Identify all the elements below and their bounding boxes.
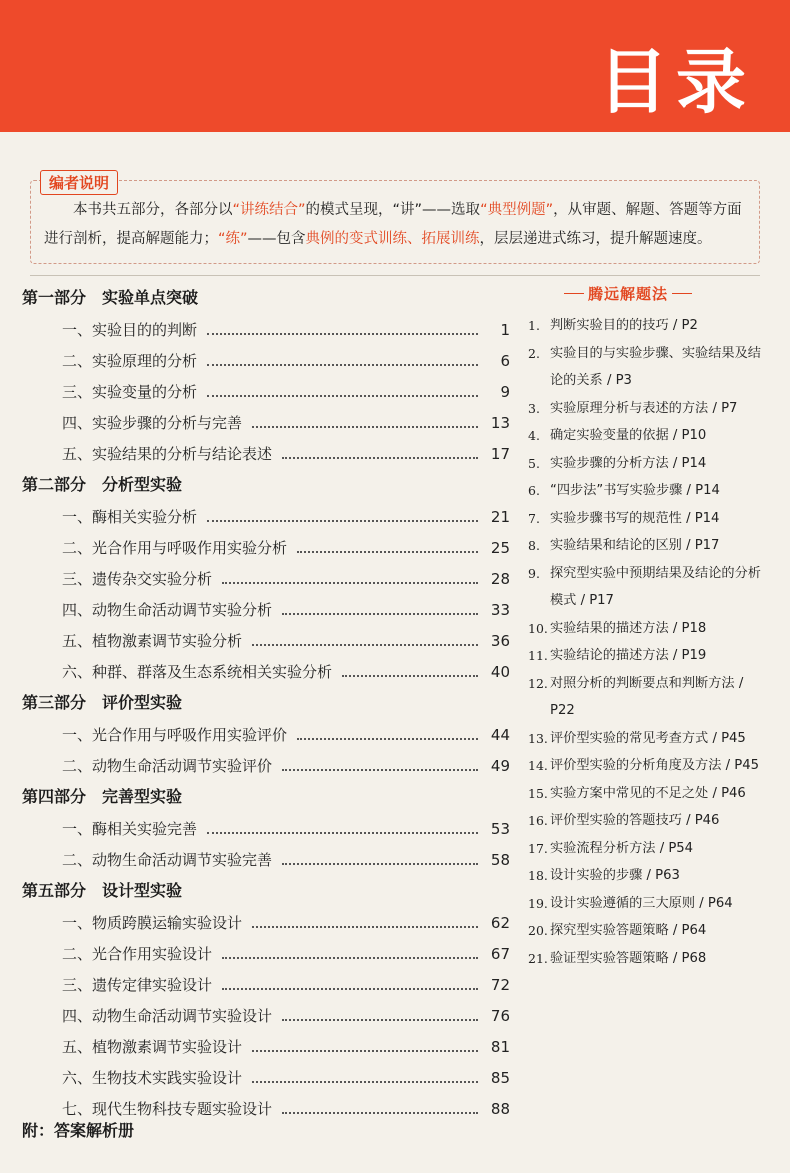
toc-entry[interactable] (22, 345, 510, 376)
highlight-text: “练” (218, 231, 248, 247)
toc-entry-label: 四、动物生命活动调节实验分析 (62, 601, 273, 619)
toc-entry-page: 67 (490, 944, 510, 963)
toc-entry-page: 85 (490, 1068, 510, 1087)
dot-leader (252, 644, 478, 646)
toc-entry-page: 72 (490, 975, 510, 994)
toc-entry[interactable] (22, 907, 510, 938)
method-item[interactable] (528, 862, 768, 890)
toc-entry-page: 81 (490, 1037, 510, 1056)
toc-entry-label: 五、植物激素调节实验分析 (62, 632, 243, 650)
method-text: 实验结果的描述方法 / P18 (550, 620, 707, 636)
method-text: “四步法”书写实验步骤 / P14 (550, 483, 720, 498)
method-number: 5. (528, 455, 540, 471)
toc-entry-label: 一、酶相关实验分析 (62, 508, 198, 526)
toc-entry-label: 一、酶相关实验完善 (62, 820, 198, 838)
toc-entry-page: 49 (490, 756, 510, 775)
part-title[interactable]: 第四部分 完善型实验 (22, 787, 183, 806)
method-number: 6. (528, 483, 540, 498)
toc-entry[interactable] (22, 719, 510, 750)
toc-entry[interactable] (22, 1000, 510, 1031)
toc-entry-page: 17 (490, 444, 510, 463)
appendix-label: 附：答案解析册 (22, 1121, 135, 1140)
method-number: 21. (528, 950, 548, 966)
toc-entry-label: 二、动物生命活动调节实验评价 (62, 757, 273, 775)
toc-entry-page: 40 (490, 662, 510, 681)
part-title[interactable]: 第二部分 分析型实验 (22, 475, 183, 494)
method-text: 评价型实验的分析角度及方法 / P45 (550, 758, 759, 773)
method-number: 19. (528, 895, 548, 911)
method-item[interactable] (528, 477, 768, 505)
method-text: 实验目的与实验步骤、实验结果及结论的关系 / P3 (550, 345, 761, 388)
toc-entry-label: 六、生物技术实践实验设计 (62, 1069, 243, 1087)
toc-entry[interactable] (22, 407, 510, 438)
method-item[interactable] (528, 945, 768, 973)
method-item[interactable] (528, 670, 768, 725)
method-number: 14. (528, 758, 548, 773)
toc-entry[interactable] (22, 501, 510, 532)
note-text: ，从审题、解题、答题等方面进行剖析，提高解题能力； (44, 202, 742, 247)
toc-entry[interactable] (22, 376, 510, 407)
method-item[interactable] (528, 505, 768, 533)
dot-leader (252, 426, 478, 428)
method-text: 设计实验的步骤 / P63 (550, 868, 680, 883)
method-number: 17. (528, 840, 548, 856)
method-number: 18. (528, 868, 548, 883)
methods-list (528, 312, 768, 972)
toc-entry[interactable] (22, 1062, 510, 1093)
method-item[interactable] (528, 807, 768, 835)
highlight-text: “典型例题” (480, 202, 554, 218)
method-text: 评价型实验的答题技巧 / P46 (550, 813, 720, 828)
toc-entry-page: 13 (490, 413, 510, 432)
toc-entry-label: 一、光合作用与呼吸作用实验评价 (62, 726, 288, 744)
method-text: 实验原理分析与表述的方法 / P7 (550, 400, 738, 416)
dot-leader (282, 1112, 478, 1114)
toc-entry-page: 33 (490, 600, 510, 619)
toc-entry-page: 62 (490, 913, 510, 932)
page-title: 目录 (598, 41, 754, 123)
method-number: 3. (528, 400, 540, 416)
methods-heading: 腾远解题法 (582, 283, 674, 304)
method-item[interactable] (528, 340, 768, 395)
dot-leader (222, 988, 478, 990)
toc-entry-page: 88 (490, 1099, 510, 1118)
dot-leader (282, 769, 478, 771)
toc-entry-page: 6 (500, 351, 510, 370)
method-text: 评价型实验的常见考查方式 / P45 (550, 730, 746, 746)
method-number: 10. (528, 620, 548, 636)
toc-entry[interactable] (22, 938, 510, 969)
toc-entry-label: 二、光合作用与呼吸作用实验分析 (62, 539, 288, 557)
method-text: 判断实验目的的技巧 / P2 (550, 318, 698, 333)
toc-entry[interactable] (22, 438, 510, 469)
dot-leader (282, 863, 478, 865)
editor-note-text (44, 196, 748, 254)
section-divider (30, 275, 760, 276)
editor-note-label: 编者说明 (40, 170, 118, 195)
method-number: 11. (528, 648, 548, 663)
toc-entry-page: 1 (500, 320, 510, 339)
method-item[interactable] (528, 615, 768, 643)
toc-entry-page: 28 (490, 569, 510, 588)
method-item[interactable] (528, 780, 768, 808)
part-title[interactable]: 第五部分 设计型实验 (22, 881, 183, 900)
method-text: 实验步骤书写的规范性 / P14 (550, 510, 720, 526)
toc-entry-page: 21 (490, 507, 510, 526)
toc-entry-label: 六、种群、群落及生态系统相关实验分析 (62, 663, 333, 681)
dot-leader (282, 457, 478, 459)
dot-leader (282, 613, 478, 615)
toc-entry[interactable] (22, 750, 510, 781)
dot-leader (342, 675, 478, 677)
toc-entry[interactable] (22, 532, 510, 563)
method-text: 探究型实验答题策略 / P64 (550, 923, 707, 938)
method-item[interactable] (528, 422, 768, 450)
method-text: 设计实验遵循的三大原则 / P64 (550, 895, 733, 911)
table-of-contents (22, 282, 510, 1124)
method-text: 确定实验变量的依据 / P10 (550, 428, 707, 443)
method-item[interactable] (528, 752, 768, 780)
toc-entry-page: 44 (490, 725, 510, 744)
toc-entry-label: 三、遗传杂交实验分析 (62, 570, 213, 588)
method-number: 13. (528, 730, 548, 746)
toc-entry[interactable] (22, 314, 510, 345)
method-number: 1. (528, 318, 540, 333)
toc-entry-label: 三、遗传定律实验设计 (62, 976, 213, 994)
toc-entry[interactable] (22, 625, 510, 656)
toc-entry[interactable] (22, 1031, 510, 1062)
method-text: 实验结果和结论的区别 / P17 (550, 538, 720, 553)
method-text: 实验步骤的分析方法 / P14 (550, 455, 707, 471)
toc-entry[interactable] (22, 969, 510, 1000)
highlight-text: “讲练结合” (232, 202, 306, 218)
toc-entry-page: 25 (490, 538, 510, 557)
toc-entry-label: 四、动物生命活动调节实验设计 (62, 1007, 273, 1025)
method-text: 实验方案中常见的不足之处 / P46 (550, 785, 746, 801)
method-text: 探究型实验中预期结果及结论的分析模式 / P17 (550, 565, 761, 608)
dot-leader (252, 1081, 478, 1083)
toc-entry-label: 三、实验变量的分析 (62, 383, 198, 401)
toc-entry[interactable] (22, 594, 510, 625)
toc-entry-label: 五、实验结果的分析与结论表述 (62, 445, 273, 463)
method-number: 15. (528, 785, 548, 801)
method-number: 9. (528, 565, 540, 581)
toc-entry-page: 53 (490, 819, 510, 838)
method-text: 验证型实验答题策略 / P68 (550, 950, 707, 966)
dot-leader (207, 832, 478, 834)
dot-leader (207, 364, 478, 366)
method-item[interactable] (528, 725, 768, 753)
method-number: 8. (528, 538, 540, 553)
method-number: 4. (528, 428, 540, 443)
method-number: 12. (528, 675, 548, 691)
part-title[interactable]: 第三部分 评价型实验 (22, 693, 183, 712)
method-item[interactable] (528, 395, 768, 423)
method-item[interactable] (528, 560, 768, 615)
method-item[interactable] (528, 532, 768, 560)
toc-entry-label: 二、实验原理的分析 (62, 352, 198, 370)
method-text: 对照分析的判断要点和判断方法 / P22 (550, 675, 744, 718)
dot-leader (207, 395, 478, 397)
toc-entry-page: 9 (500, 382, 510, 401)
method-item[interactable] (528, 917, 768, 945)
part-title[interactable]: 第一部分 实验单点突破 (22, 288, 199, 307)
dot-leader (297, 738, 478, 740)
method-item[interactable] (528, 642, 768, 670)
dot-leader (297, 551, 478, 553)
note-text: 本书共五部分，各部分以 (73, 202, 233, 218)
toc-entry-page: 76 (490, 1006, 510, 1025)
note-text: 的模式呈现，“讲”——选取 (305, 202, 481, 218)
toc-entry-label: 一、实验目的的判断 (62, 321, 198, 339)
toc-entry-label: 二、光合作用实验设计 (62, 945, 213, 963)
method-item[interactable] (528, 450, 768, 478)
dot-leader (252, 926, 478, 928)
dot-leader (222, 957, 478, 959)
toc-entry[interactable] (22, 563, 510, 594)
method-item[interactable] (528, 890, 768, 918)
method-number: 7. (528, 510, 540, 526)
dot-leader (282, 1019, 478, 1021)
toc-entry[interactable] (22, 656, 510, 687)
note-text: ，层层递进式练习，提升解题速度。 (479, 231, 712, 247)
toc-entry-label: 四、实验步骤的分析与完善 (62, 414, 243, 432)
dot-leader (207, 520, 478, 522)
method-item[interactable] (528, 312, 768, 340)
toc-entry[interactable] (22, 813, 510, 844)
method-text: 实验流程分析方法 / P54 (550, 840, 694, 856)
highlight-text: 典例的变式训练、拓展训练 (305, 231, 480, 247)
toc-entry-page: 58 (490, 850, 510, 869)
method-number: 16. (528, 813, 548, 828)
dot-leader (207, 333, 478, 335)
toc-entry-label: 五、植物激素调节实验设计 (62, 1038, 243, 1056)
method-number: 20. (528, 923, 548, 938)
dot-leader (252, 1050, 478, 1052)
toc-entry-label: 一、物质跨膜运输实验设计 (62, 914, 243, 932)
toc-entry-label: 七、现代生物科技专题实验设计 (62, 1100, 273, 1118)
method-text: 实验结论的描述方法 / P19 (550, 648, 707, 663)
toc-entry-label: 二、动物生命活动调节实验完善 (62, 851, 273, 869)
method-number: 2. (528, 345, 540, 361)
method-item[interactable] (528, 835, 768, 863)
toc-entry[interactable] (22, 844, 510, 875)
dot-leader (222, 582, 478, 584)
toc-entry-page: 36 (490, 631, 510, 650)
note-text: ——包含 (247, 231, 306, 247)
